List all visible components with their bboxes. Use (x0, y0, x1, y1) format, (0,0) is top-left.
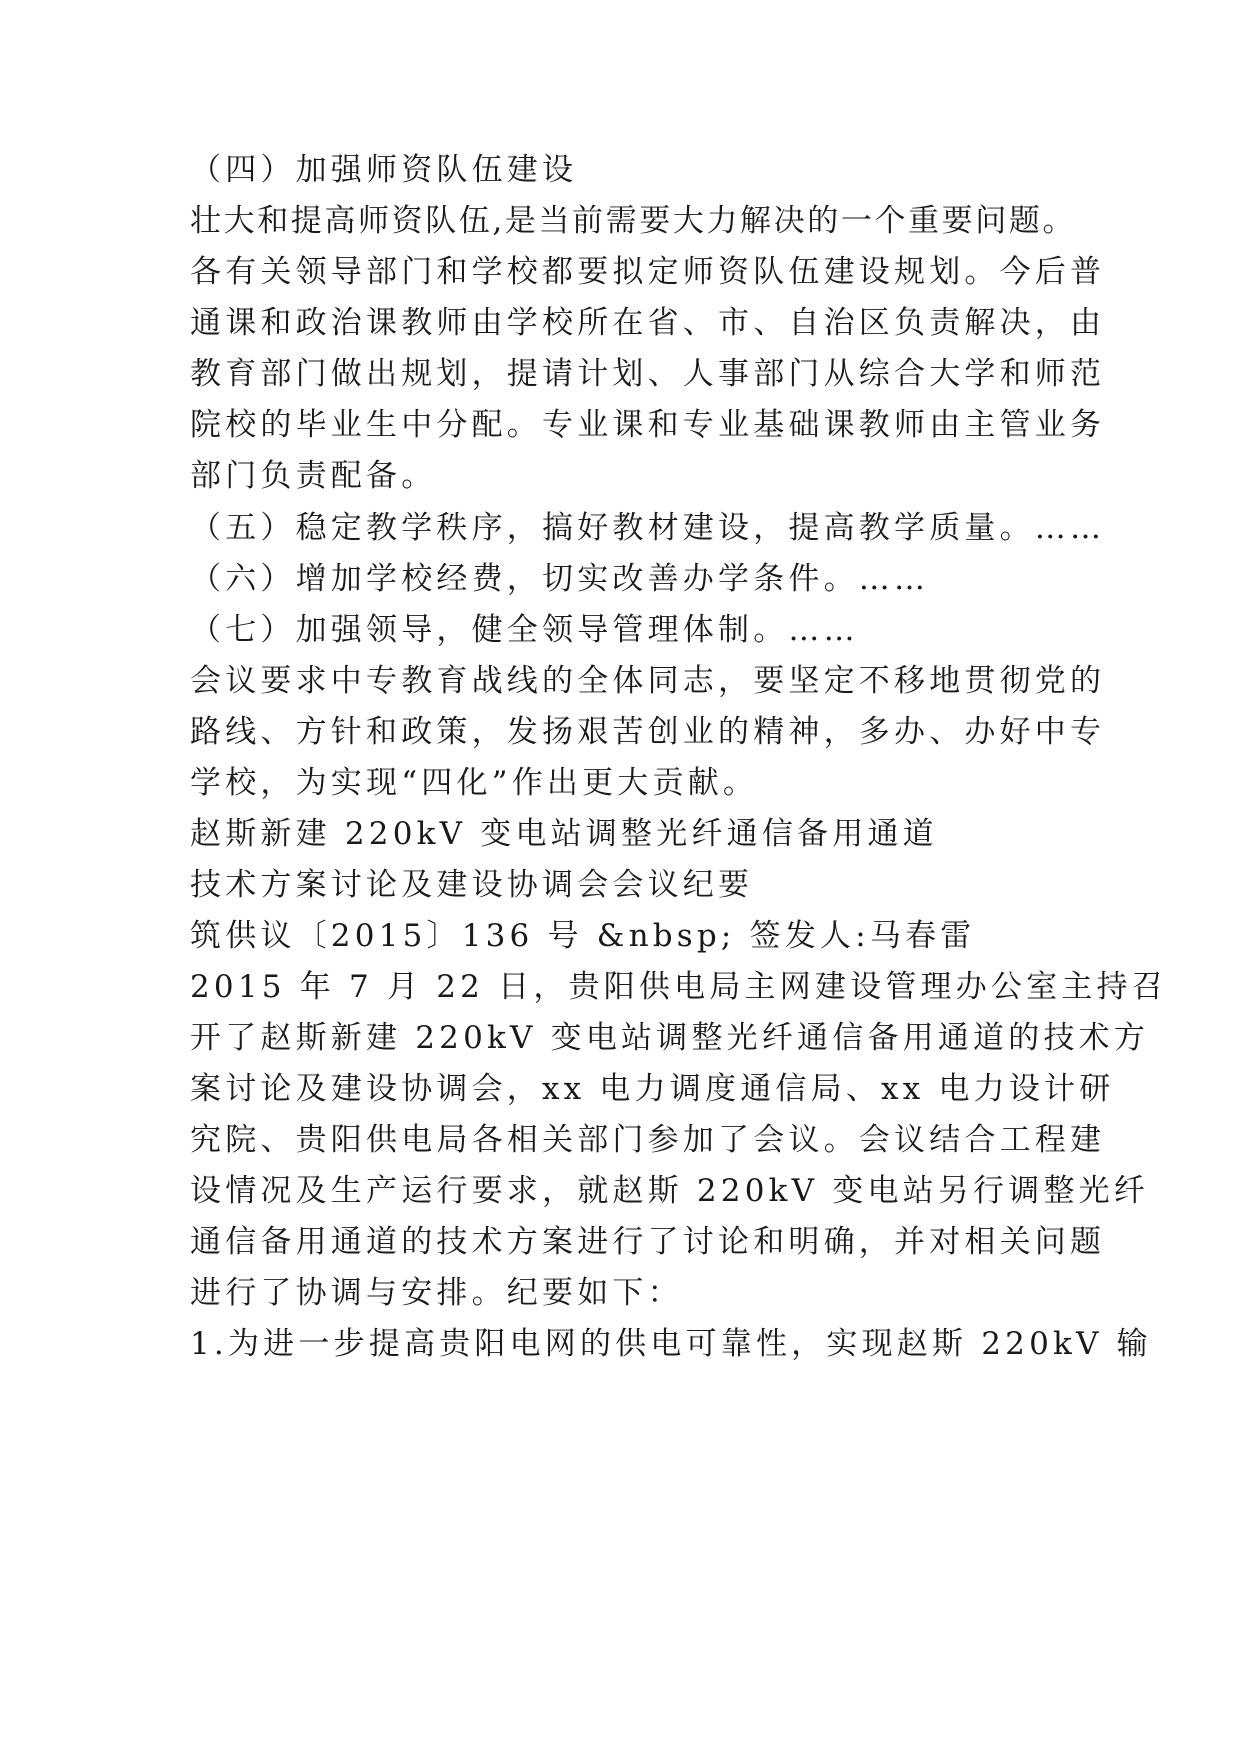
paragraph-line: 2015 年 7 月 22 日，贵阳供电局主网建设管理办公室主持召 (190, 969, 1167, 1005)
paragraph-line: 教育部门做出规划，提请计划、人事部门从综合大学和师范 (190, 356, 1106, 392)
paragraph-line: 开了赵斯新建 220kV 变电站调整光纤通信备用通道的技术方 (190, 1020, 1150, 1056)
paragraph-line: 壮大和提高师资队伍,是当前需要大力解决的一个重要问题。 (190, 203, 1077, 239)
section-heading-seven: （七）加强领导，健全领导管理体制。…… (190, 612, 859, 648)
paragraph-line: 设情况及生产运行要求，就赵斯 220kV 变电站另行调整光纤 (190, 1173, 1150, 1209)
paragraph-line: 进行了协调与安排。纪要如下： (190, 1275, 683, 1311)
paragraph-line: 案讨论及建设协调会，xx 电力调度通信局、xx 电力设计研 (190, 1071, 1115, 1107)
meeting-title-line-1: 赵斯新建 220kV 变电站调整光纤通信备用通道 (190, 816, 938, 852)
paragraph-line: 学校，为实现“四化”作出更大贡献。 (190, 765, 759, 801)
section-heading-five: （五）稳定教学秩序，搞好教材建设，提高教学质量。…… (190, 510, 1106, 546)
paragraph-line: 究院、贵阳供电局各相关部门参加了会议。会议结合工程建 (190, 1122, 1106, 1158)
meeting-title-line-2: 技术方案讨论及建设协调会会议纪要 (190, 867, 754, 903)
paragraph-line: 部门负责配备。 (190, 458, 437, 494)
paragraph-line: 通信备用通道的技术方案进行了讨论和明确，并对相关问题 (190, 1224, 1106, 1260)
paragraph-line: 院校的毕业生中分配。专业课和专业基础课教师由主管业务 (190, 407, 1106, 443)
numbered-item-line: 1.为进一步提高贵阳电网的供电可靠性，实现赵斯 220kV 输 (190, 1326, 1152, 1362)
section-heading-six: （六）增加学校经费，切实改善办学条件。…… (190, 561, 930, 597)
paragraph-line: 通课和政治课教师由学校所在省、市、自治区负责解决，由 (190, 305, 1106, 341)
paragraph-line: 路线、方针和政策，发扬艰苦创业的精神，多办、办好中专 (190, 714, 1106, 750)
section-heading-four: （四）加强师资队伍建设 (190, 152, 578, 188)
document-number-line: 筑供议〔2015〕136 号 &nbsp; 签发人:马春雷 (190, 918, 976, 954)
paragraph-line: 各有关领导部门和学校都要拟定师资队伍建设规划。今后普 (190, 254, 1106, 290)
paragraph-line: 会议要求中专教育战线的全体同志，要坚定不移地贯彻党的 (190, 663, 1106, 699)
